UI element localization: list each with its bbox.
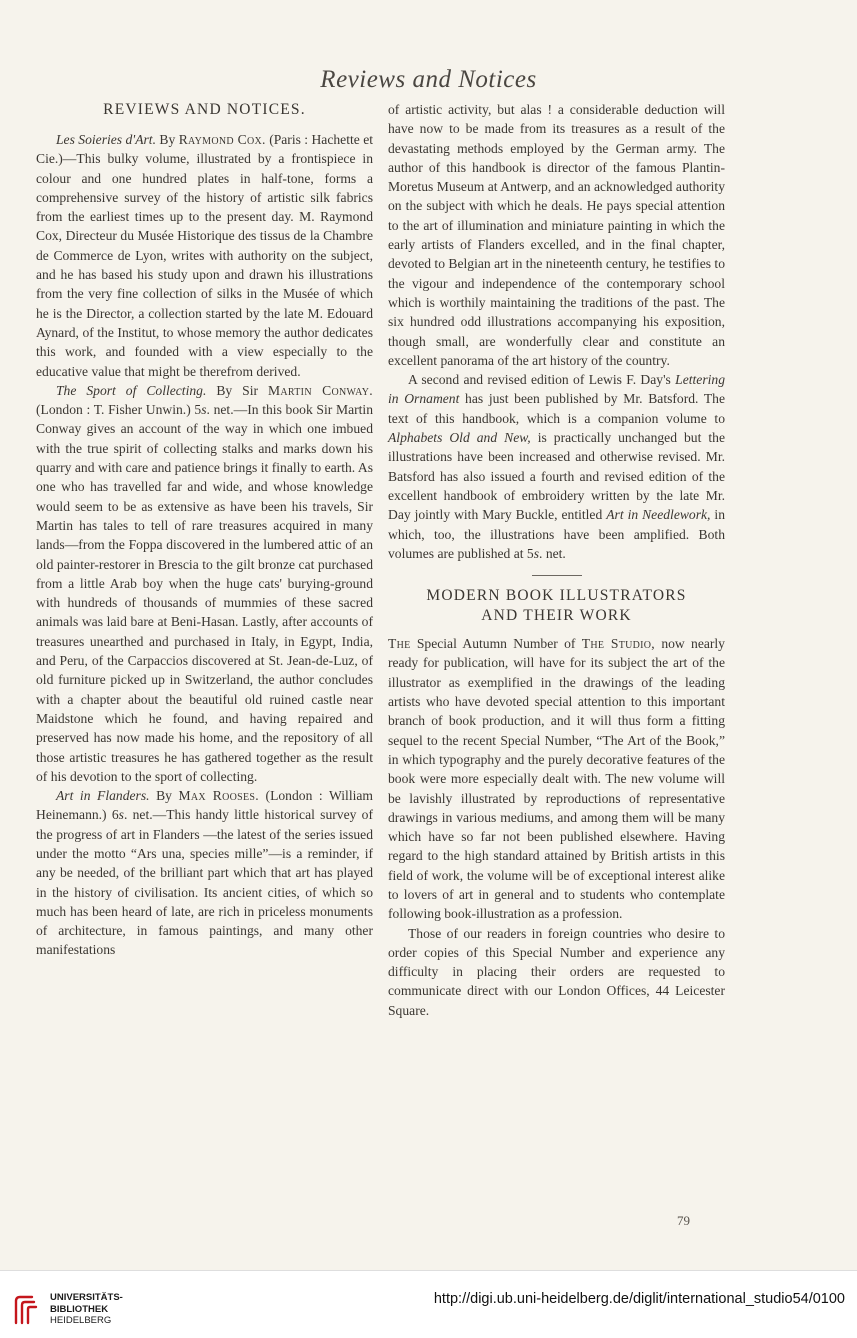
library-logo-text: UNIVERSITÄTS- BIBLIOTHEK HEIDELBERG [50, 1292, 123, 1326]
author-name: Raymond Cox. [178, 132, 266, 147]
book-title: The Sport of Collecting. [56, 382, 207, 398]
book-title: Alphabets Old and New, [388, 430, 531, 446]
section-divider [532, 575, 582, 576]
source-url-link[interactable]: http://digi.ub.uni-heidelberg.de/diglit/international_studio54/0100 [433, 1291, 845, 1307]
review-continuation: of artistic activity, but alas ! a considerable deduction will have now to be made from its treasures as a result of the devastating methods employed by the German army. The author of this handbook is director of the famous Plantin-Moretus Museum at Antwerp, and an acknowledged authority on the subject with which he deals. He pays special attention to the art of illumination and miniature painting in which the early artists of Flanders excelled, and in the final chapter, devoted to Belgian art in the nineteenth century, he testifies to the vigour and independence of the contemporary school which is worthily maintaining the traditions of the past. The six hundred odd illustrations accompanying his exposition, though small, are wonderfully clear and constitute an excellent panorama of the art history of the country. [388, 102, 725, 368]
section-heading-reviews: REVIEWS AND NOTICES. [103, 101, 306, 118]
section-heading-illustrators: MODERN BOOK ILLUSTRATORS AND THEIR WORK [426, 587, 687, 625]
book-title: Art in Flanders. [56, 788, 150, 804]
footer-bar [0, 1270, 857, 1338]
running-head: Reviews and Notices [320, 66, 537, 93]
book-title: Art in Needlework, [606, 507, 711, 523]
page-number: 79 [677, 1213, 690, 1228]
review-sport-of-collecting: The Sport of Collecting. By Sir Martin Conway. (London : T. Fisher Unwin.) 5s. net.—In this book Sir Martin Conway gives an account of the way in which one imbued with the true spirit of collecting stalks and marks down his quarry and with care and patience brings it finally to earth. As one who has travelled far and wide, and whose knowledge would seem to be as extensive as have been his travels, Sir Martin has tales to tell of rare treasures acquired in many lands—from the Foppa discovered in the lumbered attic of an old painter-restorer in Brescia to the gilt bronze cat purchased from a little Arab boy when the huge cats' burying-ground with hundreds of thousands of mummies of these sacred animals was laid bare at Beni-Hasan. Lastly, after accounts of treasures unearthed and purchased in Italy, in Egypt, India, and Peru, of the Carpaccios discovered at St. Jean-de-Luz, of old furniture picked up in Switzerland, the author concludes with a chapter about the beautiful old ruined castle near Maidstone which he found, and having repaired and preserved has now made his home, and the repository of all those artistic treasures he has gathered together as the result of his devotion to the sport of collecting. [36, 382, 373, 784]
review-les-soieries: Les Soieries d'Art. By Raymond Cox. (Paris : Hachette et Cie.)—This bulky volume, illustrated by a frontispiece in colour and one hundred plates in half-tone, forms a comprehensive survey of the history of artistic silk fabrics from the earliest times up to the present day. M. Raymond Cox, Directeur du Musée Historique des tissus de la Chambre de Commerce de Lyon, writes with authority on the subject, and he has based his study upon and drawn his illustrations from the very fine collection of silks in the Musée of which he is the Director, a collection started by the late M. Edouard Aynard, of the Institut, to whose memory the author dedicates this work, and founded with a view especially to the educative value that might be therefrom derived. [36, 132, 374, 379]
left-column [36, 100, 373, 960]
review-lettering-in-ornament: A second and revised edition of Lewis F. Day's Lettering in Ornament has just been published by Mr. Batsford. The text of this handbook, which is a companion volume to Alphabets Old and New, is practically unchanged but the illustrations have been increased and otherwise revised. Mr. Batsford has also issued a fourth and revised edition of the excellent handbook of embroidery written by the late Mr. Day jointly with Mary Buckle, entitled Art in Needlework, in which, too, the illustrations have been amplified. Both volumes are published at 5s. net. [388, 372, 725, 561]
foreign-readers-notice: Those of our readers in foreign countries who desire to order copies of this Special Number and experience any difficulty in placing their orders are requested to communicate direct with our London Offices, 44 Leicester Square. [388, 925, 725, 1018]
review-art-in-flanders: Art in Flanders. By Max Rooses. (London : William Heinemann.) 6s. net.—This handy little historical survey of the progress of art in Flanders —the latest of the series issued under the motto “Ars una, species mille”—is a reminder, if any be needed, of the brilliant part which that art has played in the history of civilisation. Its ancient cities, of which so much has been heard of late, are rich in priceless monuments of architecture, in famous paintings, and many other manifestations [36, 788, 373, 958]
book-title: Lettering in Ornament [388, 372, 725, 407]
author-name: Martin Conway. [268, 382, 373, 398]
library-logo-icon [10, 1291, 50, 1331]
magazine-name: The Studio, [581, 636, 656, 652]
author-name: Max Rooses. [178, 788, 259, 804]
book-title: Les Soieries d'Art. [56, 132, 156, 147]
right-column [388, 100, 725, 1020]
studio-notice: The Special Autumn Number of The Studio, now nearly ready for publication, will have for its subject the art of the illustrator as exemplified in the drawings of the leading artists who have devoted special attention to this important branch of book production, and it will thus form a fitting sequel to the recent Special Number, “The Art of the Book,” in which typography and the purely decorative features of the book were more especially dealt with. The new volume will be lavishly illustrated by reproductions of representative drawings in various mediums, and among them will be many which have so far not been published elsewhere. Having regard to the high standard attained by British artists in this field of work, the volume will be of exceptional interest alike to lovers of art in general and to students who contemplate following book-illustration as a profession. [388, 636, 725, 922]
